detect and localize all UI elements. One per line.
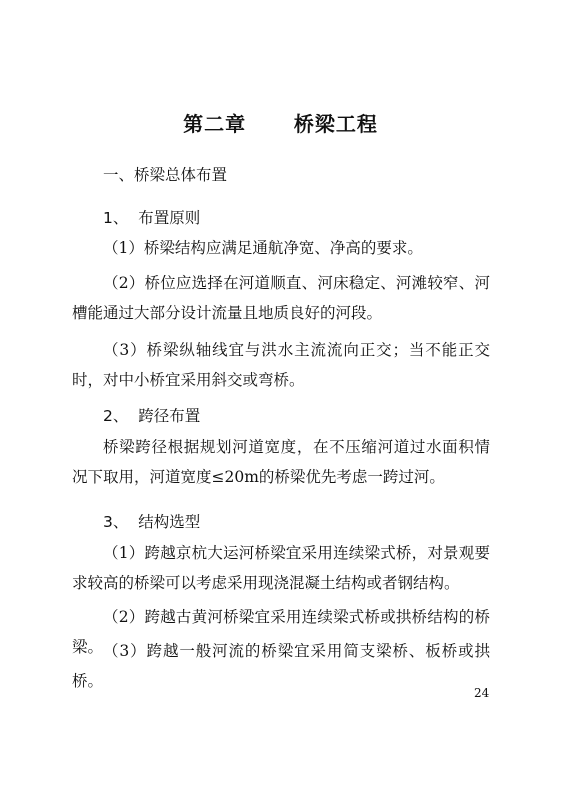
chapter-title: 第二章 桥梁工程 (183, 112, 378, 136)
section-heading: 一、桥梁总体布置 (103, 166, 228, 184)
paragraph: （1）跨越京杭大运河桥梁宜采用连续梁式桥，对景观要求较高的桥梁可以考虑采用现浇混凝土结构或者钢结构。 (72, 544, 490, 592)
paragraph: （1）桥梁结构应满足通航净宽、净高的要求。 (103, 239, 423, 257)
paragraph: （2）桥位应选择在河道顺直、河床稳定、河滩较窄、河槽能通过大部分设计流量且地质良好的河段。 (72, 274, 490, 322)
paragraph: （2）跨越古黄河桥梁宜采用连续梁式桥或拱桥结构的桥梁。 (72, 608, 490, 656)
subsection-heading-layout-principles: 1、 布置原则 (103, 209, 201, 227)
subsection-heading-structure-type: 3、 结构选型 (103, 513, 201, 531)
paragraph: （3）跨越一般河流的桥梁宜采用简支梁桥、板桥或拱桥。 (72, 642, 490, 690)
subsection-heading-span-layout: 2、 跨径布置 (103, 407, 201, 425)
page-number: 24 (474, 686, 490, 700)
paragraph: （3）桥梁纵轴线宜与洪水主流流向正交；当不能正交时，对中小桥宜采用斜交或弯桥。 (72, 341, 490, 389)
paragraph: 桥梁跨径根据规划河道宽度，在不压缩河道过水面积情况下取用，河道宽度≤20m的桥梁优先考虑一跨过河。 (72, 438, 490, 486)
